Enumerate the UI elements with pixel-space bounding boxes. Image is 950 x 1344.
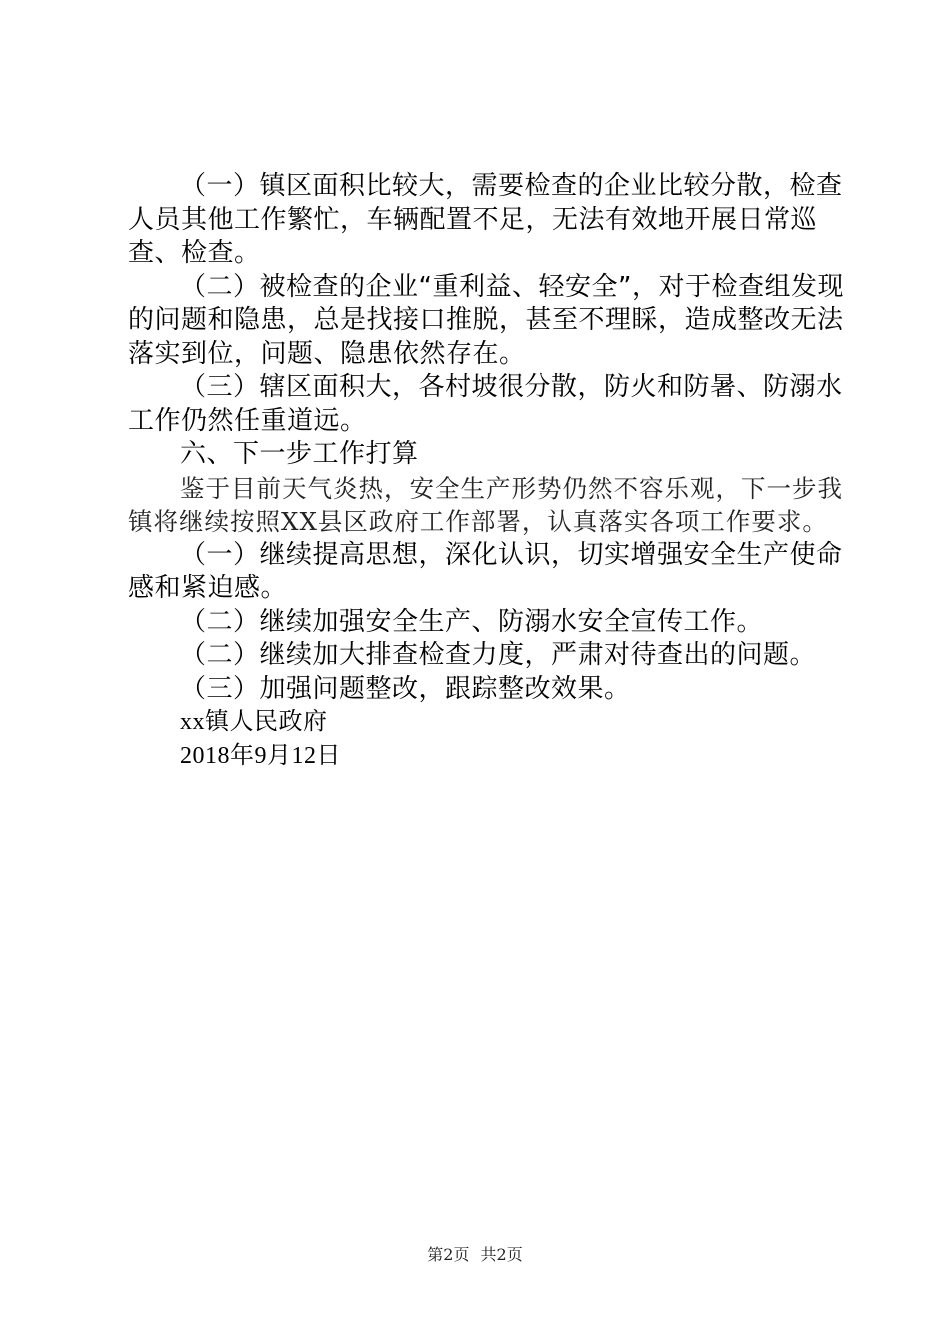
document-body <box>128 170 853 773</box>
page-number-current: 第2页 <box>427 1245 470 1264</box>
paragraph-issue-1: （一）镇区面积比较大，需要检查的企业比较分散，检查人员其他工作繁忙，车辆配置不足，无法有效地开展日常巡查、检查。 <box>128 171 843 268</box>
signature-org: xx镇人民政府 <box>180 709 328 735</box>
paragraph-issue-2: （二）被检查的企业“重利益、轻安全”，对于检查组发现的问题和隐患，总是找接口推脱，甚至不理睬，造成整改无法落实到位，问题、隐患依然存在。 <box>128 271 844 369</box>
paragraph-next-steps-intro: 鉴于目前天气炎热，安全生产形势仍然不容乐观，下一步我镇将继续按照XX县区政府工作部署，认真落实各项工作要求。 <box>128 473 843 536</box>
signature-date: 2018年9月12日 <box>180 742 341 769</box>
paragraph-plan-2: （二）继续加强安全生产、防溺水安全宣传工作。 <box>180 606 764 637</box>
page-footer <box>0 1242 950 1265</box>
paragraph-plan-3: （二）继续加大排查检查力度，严肃对待查出的问题。 <box>180 640 817 670</box>
paragraph-issue-3: （三）辖区面积大，各村坡很分散，防火和防暑、防溺水工作仍然任重道远。 <box>128 372 843 436</box>
page-number-total: 共2页 <box>480 1245 523 1264</box>
paragraph-plan-4: （三）加强问题整改，跟踪整改效果。 <box>180 673 631 704</box>
paragraph-plan-1: （一）继续提高思想，深化认识，切实增强安全生产使命感和紧迫感。 <box>128 539 843 603</box>
section-heading-next-steps: 六、下一步工作打算 <box>180 439 419 469</box>
